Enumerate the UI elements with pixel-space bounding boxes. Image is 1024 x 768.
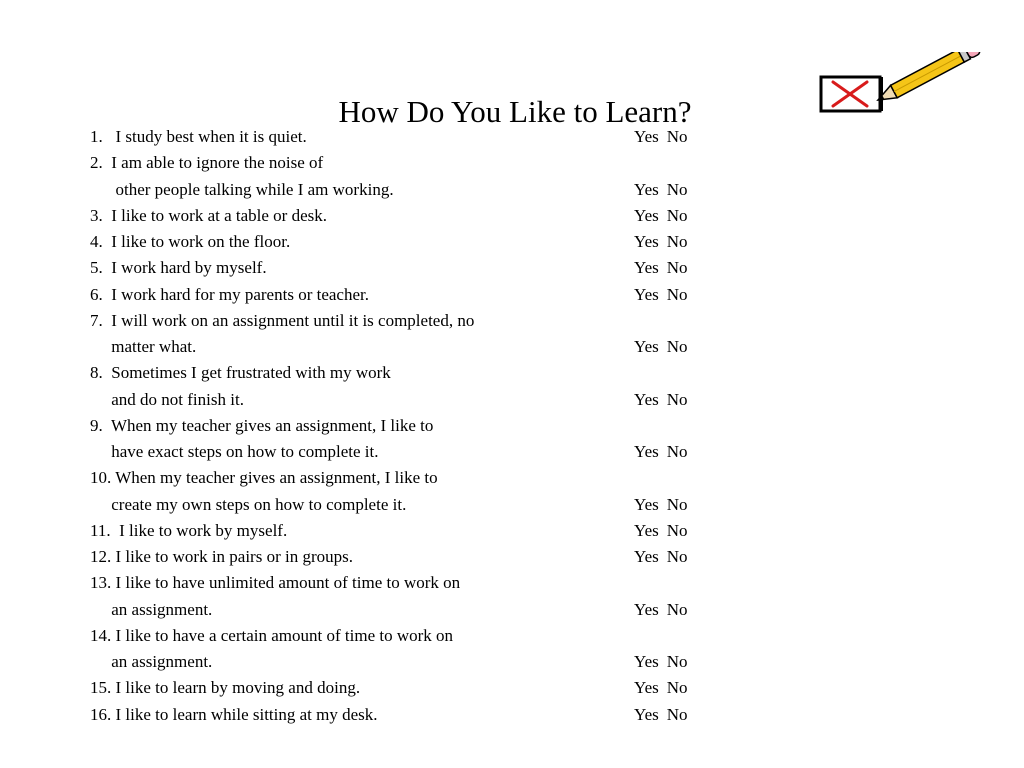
question-text: 9. When my teacher gives an assignment, I like to: [90, 415, 434, 435]
checkbox-x-icon: [821, 77, 883, 111]
question-line: [90, 492, 730, 518]
question-line: [90, 387, 730, 413]
question-line-continued: [90, 465, 730, 491]
question-line: [90, 702, 730, 728]
answer-yes[interactable]: Yes: [634, 547, 659, 566]
question-line: [90, 544, 730, 570]
question-text: matter what.: [90, 337, 197, 356]
answer-no[interactable]: No: [666, 179, 688, 199]
question-line: [90, 439, 730, 465]
answer-yes[interactable]: Yes: [634, 258, 659, 278]
question-text: an assignment.: [90, 652, 213, 671]
question-text: 5. I work hard by myself.: [90, 258, 267, 278]
answer-options: [634, 229, 688, 255]
answer-options: [634, 255, 688, 281]
answer-no[interactable]: No: [666, 442, 688, 461]
question-line: [90, 675, 730, 701]
question-line-continued: [90, 413, 730, 439]
answer-no[interactable]: No: [666, 547, 688, 566]
question-text: have exact steps on how to complete it.: [90, 442, 379, 461]
page-title: How Do You Like to Learn?: [338, 94, 692, 129]
answer-options: [634, 387, 688, 413]
question-line: [90, 597, 730, 623]
question-line: [90, 255, 730, 281]
question-line-continued: [90, 308, 730, 334]
question-text: 6. I work hard for my parents or teacher.: [90, 284, 369, 304]
question-text: 7. I will work on an assignment until it is completed, no: [90, 310, 475, 330]
answer-no[interactable]: No: [666, 678, 688, 698]
question-line-continued: [90, 623, 730, 649]
answer-options: [634, 597, 688, 623]
question-text: create my own steps on how to complete it.: [90, 494, 407, 514]
answer-options: [634, 203, 688, 229]
answer-no[interactable]: No: [666, 284, 688, 304]
question-line-continued: [90, 150, 730, 176]
answer-yes[interactable]: Yes: [634, 179, 659, 199]
answer-options: [634, 334, 688, 360]
question-line: [90, 282, 730, 308]
answer-yes[interactable]: Yes: [634, 389, 659, 409]
answer-yes[interactable]: Yes: [634, 127, 659, 146]
answer-options: [634, 492, 688, 518]
answer-yes[interactable]: Yes: [634, 337, 659, 356]
question-text: an assignment.: [90, 599, 213, 619]
pencil-icon: [875, 52, 981, 106]
question-text: 2. I am able to ignore the noise of: [90, 153, 324, 173]
question-text: other people talking while I am working.: [90, 179, 394, 199]
answer-options: [634, 675, 688, 701]
question-text: 13. I like to have unlimited amount of time to work on: [90, 573, 461, 593]
question-line: [90, 649, 730, 675]
question-line: [90, 203, 730, 229]
question-line-continued: [90, 570, 730, 596]
answer-yes[interactable]: Yes: [634, 599, 659, 619]
answer-options: [634, 439, 688, 465]
answer-no[interactable]: No: [666, 205, 688, 225]
question-text: 8. Sometimes I get frustrated with my work: [90, 363, 391, 383]
answer-yes[interactable]: Yes: [634, 232, 659, 251]
question-line-continued: [90, 360, 730, 386]
question-line: [90, 124, 730, 150]
question-text: and do not finish it.: [90, 389, 244, 409]
answer-no[interactable]: No: [666, 232, 688, 251]
answer-no[interactable]: No: [666, 704, 688, 724]
question-list: [90, 124, 730, 728]
question-text: 14. I like to have a certain amount of time to work on: [90, 625, 454, 645]
question-line: [90, 177, 730, 203]
answer-options: [634, 177, 688, 203]
question-text: 10. When my teacher gives an assignment, I like to: [90, 468, 438, 488]
answer-no[interactable]: No: [666, 599, 688, 619]
checkbox-pencil-clip-art: [812, 52, 982, 122]
question-text: 4. I like to work on the floor.: [90, 232, 291, 251]
question-text: 1. I study best when it is quiet.: [90, 127, 307, 146]
question-line: [90, 229, 730, 255]
answer-yes[interactable]: Yes: [634, 284, 659, 304]
answer-yes[interactable]: Yes: [634, 652, 659, 671]
answer-no[interactable]: No: [666, 389, 688, 409]
answer-options: [634, 518, 688, 544]
answer-no[interactable]: No: [666, 337, 688, 356]
question-line: [90, 518, 730, 544]
answer-no[interactable]: No: [666, 127, 688, 146]
question-text: 16. I like to learn while sitting at my desk.: [90, 704, 378, 724]
answer-no[interactable]: No: [666, 494, 688, 514]
answer-no[interactable]: No: [666, 520, 688, 540]
question-text: 15. I like to learn by moving and doing.: [90, 678, 361, 698]
answer-options: [634, 282, 688, 308]
answer-yes[interactable]: Yes: [634, 520, 659, 540]
answer-yes[interactable]: Yes: [634, 704, 659, 724]
answer-yes[interactable]: Yes: [634, 678, 659, 698]
question-text: 12. I like to work in pairs or in groups.: [90, 547, 353, 566]
answer-no[interactable]: No: [666, 258, 688, 278]
answer-options: [634, 544, 688, 570]
answer-options: [634, 702, 688, 728]
question-text: 11. I like to work by myself.: [90, 520, 288, 540]
question-text: 3. I like to work at a table or desk.: [90, 205, 327, 225]
answer-yes[interactable]: Yes: [634, 442, 659, 461]
question-line: [90, 334, 730, 360]
answer-options: [634, 649, 688, 675]
answer-options: [634, 124, 688, 150]
answer-no[interactable]: No: [666, 652, 688, 671]
answer-yes[interactable]: Yes: [634, 205, 659, 225]
answer-yes[interactable]: Yes: [634, 494, 659, 514]
